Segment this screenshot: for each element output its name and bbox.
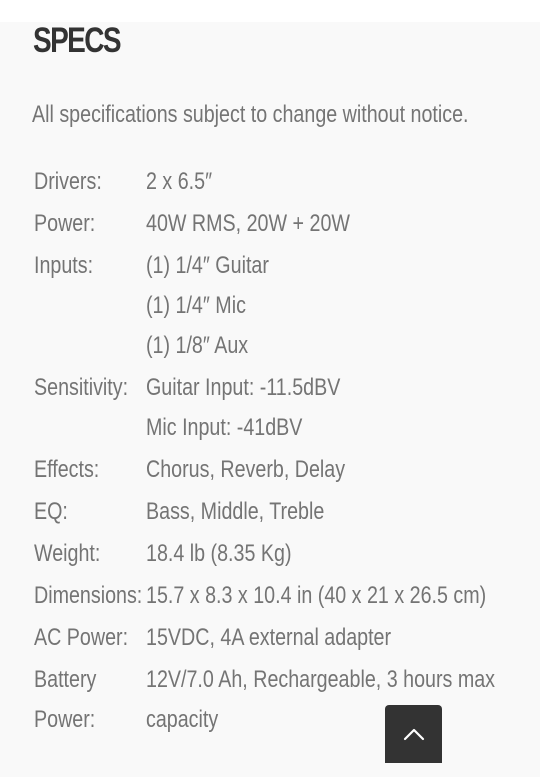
spec-label xyxy=(34,534,124,574)
spec-value: 15.7 x 8.3 x 10.4 in (40 x 21 x 26.5 cm) xyxy=(146,582,487,609)
spec-value: (1) 1/4″ Mic xyxy=(146,292,246,319)
spec-label-line: Drivers: xyxy=(34,168,102,195)
chevron-up-icon xyxy=(403,727,425,741)
spec-row-power xyxy=(34,204,534,246)
spec-values xyxy=(146,576,534,616)
spec-label-line: Effects: xyxy=(34,456,100,483)
spec-values xyxy=(146,204,534,244)
spec-row-eq xyxy=(34,492,534,534)
spec-label xyxy=(34,660,124,740)
spec-label xyxy=(34,204,124,244)
spec-label xyxy=(34,450,124,490)
spec-label-line: Power: xyxy=(34,706,96,733)
scroll-to-top-button[interactable] xyxy=(385,705,442,763)
spec-value: (1) 1/4″ Guitar xyxy=(146,252,269,279)
spec-row-drivers xyxy=(34,162,534,204)
spec-value: Bass, Middle, Treble xyxy=(146,498,325,525)
spec-label xyxy=(34,492,124,532)
spec-label-line: Dimensions: xyxy=(34,582,143,609)
spec-values xyxy=(146,246,534,366)
spec-row-battery-power xyxy=(34,660,534,742)
spec-label-line: Inputs: xyxy=(34,252,94,279)
spec-row-sensitivity xyxy=(34,368,534,450)
spec-label xyxy=(34,576,143,616)
spec-row-effects xyxy=(34,450,534,492)
spec-label-line: Power: xyxy=(34,210,96,237)
spec-value: 2 x 6.5″ xyxy=(146,168,213,195)
spec-value: 15VDC, 4A external adapter xyxy=(146,624,392,651)
spec-value: Mic Input: -41dBV xyxy=(146,414,303,441)
spec-values xyxy=(146,162,534,202)
spec-label xyxy=(34,618,129,658)
spec-value: 12V/7.0 Ah, Rechargeable, 3 hours max xyxy=(146,666,495,693)
spec-value: (1) 1/8″ Aux xyxy=(146,332,249,359)
spec-value: Chorus, Reverb, Delay xyxy=(146,456,346,483)
spec-label-line: Battery xyxy=(34,666,97,693)
spec-value: 40W RMS, 20W + 20W xyxy=(146,210,350,237)
spec-row-weight xyxy=(34,534,534,576)
spec-row-inputs xyxy=(34,246,534,368)
spec-label-line: Sensitivity: xyxy=(34,374,129,401)
spec-value: 18.4 lb (8.35 Kg) xyxy=(146,540,292,567)
spec-label-line: EQ: xyxy=(34,498,68,525)
spec-label-line: Weight: xyxy=(34,540,101,567)
spec-label xyxy=(34,368,129,408)
spec-label xyxy=(34,246,124,286)
specs-list xyxy=(34,162,534,742)
spec-values xyxy=(146,492,534,532)
spec-value: capacity xyxy=(146,706,219,733)
spec-value: Guitar Input: -11.5dBV xyxy=(146,374,341,401)
spec-values xyxy=(146,534,534,574)
specs-notice: All specifications subject to change without notice. xyxy=(32,101,469,128)
spec-values xyxy=(146,368,534,448)
spec-values xyxy=(146,450,534,490)
spec-label-line: AC Power: xyxy=(34,624,129,651)
spec-row-ac-power xyxy=(34,618,534,660)
spec-row-dimensions xyxy=(34,576,534,618)
spec-values xyxy=(146,618,534,658)
spec-label xyxy=(34,162,124,202)
spec-values xyxy=(146,660,534,740)
page-title: SPECS xyxy=(33,21,120,60)
